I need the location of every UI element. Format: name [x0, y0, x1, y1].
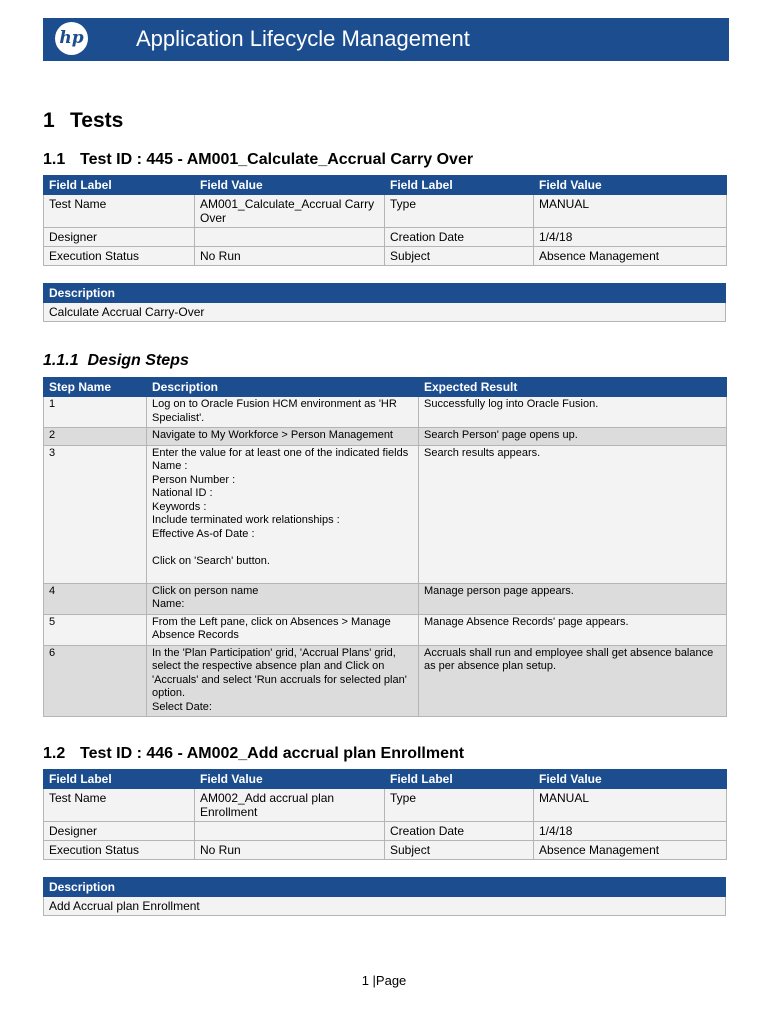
table-row: [44, 428, 727, 446]
table-row: [44, 228, 727, 247]
table-row: [44, 789, 727, 822]
step-expected-result: Search Person' page opens up.: [419, 428, 727, 446]
field-value: AM002_Add accrual plan Enrollment: [195, 789, 385, 822]
table-row: [44, 247, 727, 266]
column-header: Field Value: [195, 770, 385, 789]
step-name: 2: [44, 428, 147, 446]
step-name: 6: [44, 645, 147, 717]
step-description: Log on to Oracle Fusion HCM environment as 'HR Specialist'.: [147, 397, 419, 428]
column-header: Description: [147, 378, 419, 397]
section-number: 1: [43, 109, 55, 132]
test-description-table-2: [43, 877, 726, 916]
step-description: Click on person name Name:: [147, 583, 419, 614]
test-description-table-1: [43, 283, 726, 322]
step-description: From the Left pane, click on Absences > Manage Absence Records: [147, 614, 419, 645]
field-value: Absence Management: [534, 841, 727, 860]
field-label: Subject: [385, 841, 534, 860]
description-text: Add Accrual plan Enrollment: [44, 897, 726, 916]
column-header: Field Value: [195, 176, 385, 195]
design-steps-number: 1.1.1: [43, 352, 79, 369]
table-row: [44, 841, 727, 860]
field-label: Test Name: [44, 789, 195, 822]
header-banner: [43, 18, 729, 61]
table-header-row: [44, 176, 727, 195]
column-header: Field Label: [385, 176, 534, 195]
column-header: Field Value: [534, 176, 727, 195]
table-row: [44, 195, 727, 228]
column-header: Field Label: [385, 770, 534, 789]
design-steps-heading: [43, 352, 189, 370]
column-header: Field Label: [44, 176, 195, 195]
step-expected-result: Successfully log into Oracle Fusion.: [419, 397, 727, 428]
table-header-row: [44, 878, 726, 897]
description-text: Calculate Accrual Carry-Over: [44, 303, 726, 322]
table-header-row: [44, 378, 727, 397]
column-header: Expected Result: [419, 378, 727, 397]
field-label: Creation Date: [385, 228, 534, 247]
section-title: Tests: [70, 109, 124, 132]
table-row: [44, 614, 727, 645]
test-number: 1.2: [43, 745, 66, 762]
step-expected-result: Accruals shall run and employee shall get absence balance as per absence plan setup.: [419, 645, 727, 717]
field-value: No Run: [195, 841, 385, 860]
table-row: [44, 303, 726, 322]
column-header: Description: [44, 878, 726, 897]
step-expected-result: Manage person page appears.: [419, 583, 727, 614]
column-header: Field Label: [44, 770, 195, 789]
table-row: [44, 397, 727, 428]
step-description: In the 'Plan Participation' grid, 'Accrual Plans' grid, select the respective absence plan and Click on 'Accruals' and select 'Run accruals for selected plan' option. Select Date:: [147, 645, 419, 717]
field-label: Subject: [385, 247, 534, 266]
table-header-row: [44, 284, 726, 303]
section-heading: [43, 109, 123, 133]
table-row: [44, 445, 727, 583]
field-value: 1/4/18: [534, 822, 727, 841]
hp-logo-icon: hp: [55, 22, 88, 55]
design-steps-title: Design Steps: [87, 352, 189, 369]
test-title: Test ID : 446 - AM002_Add accrual plan Enrollment: [80, 745, 465, 762]
field-label: Execution Status: [44, 841, 195, 860]
step-name: 1: [44, 397, 147, 428]
field-label: Execution Status: [44, 247, 195, 266]
field-label: Designer: [44, 228, 195, 247]
field-value: 1/4/18: [534, 228, 727, 247]
step-name: 3: [44, 445, 147, 583]
column-header: Step Name: [44, 378, 147, 397]
test-heading-1: [43, 151, 473, 169]
page-footer: 1 |Page: [361, 973, 407, 988]
field-label: Type: [385, 195, 534, 228]
test-fields-table-1: [43, 175, 727, 266]
test-title: Test ID : 445 - AM001_Calculate_Accrual Carry Over: [80, 151, 474, 168]
table-row: [44, 897, 726, 916]
field-value: No Run: [195, 247, 385, 266]
step-description: Navigate to My Workforce > Person Management: [147, 428, 419, 446]
table-header-row: [44, 770, 727, 789]
design-steps-table: [43, 377, 727, 717]
test-heading-2: [43, 745, 464, 763]
field-label: Test Name: [44, 195, 195, 228]
field-value: AM001_Calculate_Accrual Carry Over: [195, 195, 385, 228]
field-label: Designer: [44, 822, 195, 841]
table-row: [44, 822, 727, 841]
column-header: Description: [44, 284, 726, 303]
field-value: [195, 228, 385, 247]
step-expected-result: Manage Absence Records' page appears.: [419, 614, 727, 645]
step-name: 4: [44, 583, 147, 614]
table-row: [44, 645, 727, 717]
field-value: [195, 822, 385, 841]
step-expected-result: Search results appears.: [419, 445, 727, 583]
field-label: Creation Date: [385, 822, 534, 841]
column-header: Field Value: [534, 770, 727, 789]
field-value: MANUAL: [534, 195, 727, 228]
field-value: Absence Management: [534, 247, 727, 266]
step-description: Enter the value for at least one of the indicated fields Name : Person Number : National ID : Keywords : Include terminated work relationships : Effective As-of Date : Click on 'Search' button.: [147, 445, 419, 583]
table-row: [44, 583, 727, 614]
step-name: 5: [44, 614, 147, 645]
test-number: 1.1: [43, 151, 66, 168]
app-title: Application Lifecycle Management: [136, 26, 470, 51]
test-fields-table-2: [43, 769, 727, 860]
field-value: MANUAL: [534, 789, 727, 822]
field-label: Type: [385, 789, 534, 822]
